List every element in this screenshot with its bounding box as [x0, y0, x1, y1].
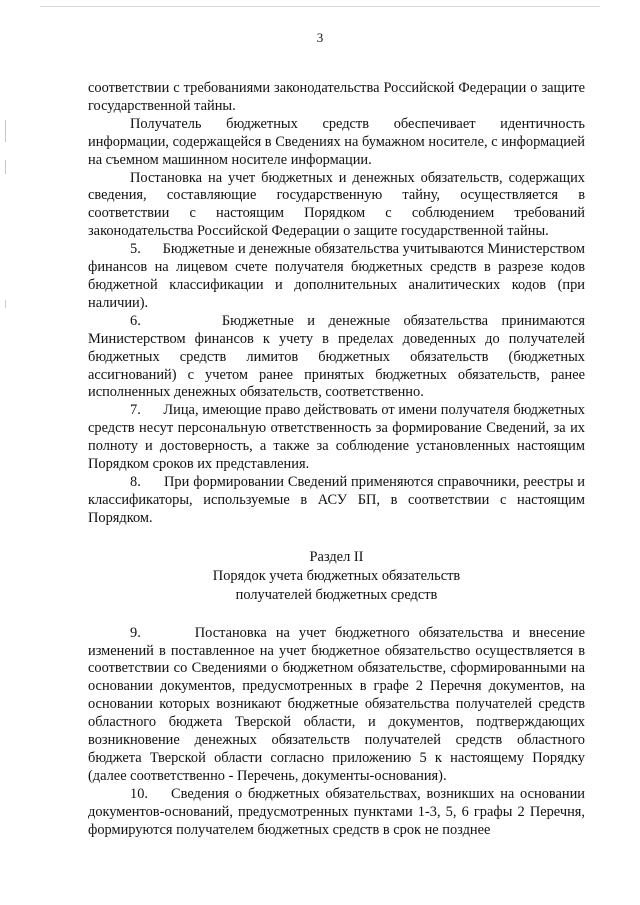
- paragraph-item-8: 8. При формировании Сведений применяются справочники, реестры и классификаторы, используемые в АСУ БП, в соответствии с настоящим Порядком.: [88, 473, 585, 526]
- section-heading: [88, 548, 585, 605]
- paragraph-item-5: 5. Бюджетные и денежные обязательства учитываются Министерством финансов на лицевом счете получателя бюджетных средств в разрезе кодов бюджетной классификации и дополнительных аналитических кодов (при наличии).: [88, 241, 585, 311]
- paragraph-item-10: 10. Сведения о бюджетных обязательствах, возникших на основании документов-оснований, предусмотренных пунктами 1-3, 5, 6 графы 2 Перечня, формируются получателем бюджетных средств в срок не позднее: [88, 785, 585, 838]
- document-body: [88, 80, 585, 840]
- paragraph-continuation: соответствии с требованиями законодательства Российской Федерации о защите государственной тайны.: [88, 80, 585, 114]
- paragraph-secret-info: Постановка на учет бюджетных и денежных обязательств, содержащих сведения, составляющие государственную тайну, осуществляется в соответствии с настоящим Порядком с соблюдением требований законодательства Российской Федерации о защите государственной тайны.: [88, 169, 585, 240]
- section-title-line2: получателей бюджетных средств: [235, 586, 438, 603]
- paragraph-identity: Получатель бюджетных средств обеспечивает идентичность информации, содержащейся в Сведениях на бумажном носителе, с информацией на съемном машинном носителе информации.: [88, 115, 585, 168]
- paragraph-item-7: 7. Лица, имеющие право действовать от имени получателя бюджетных средств несут персональную ответственность за формирование Сведений, за их полноту и достоверность, а также за соблюдение установленных настоящим Порядком сроков их представления.: [88, 402, 585, 473]
- scan-margin-mark: [5, 120, 6, 142]
- section-number: Раздел II: [309, 548, 364, 565]
- scan-margin-mark: [5, 300, 6, 308]
- paragraph-item-9: 9. Постановка на учет бюджетного обязательства и внесение изменений в поставленное на учет бюджетное обязательство осуществляется в соответствии со Сведениями о бюджетном обязательстве, сформированными на основании документов, предусмотренных в графе 2 Перечня документов, на основании которых возникают бюджетные обязательства получателей средств областного бюджета Тверской области, и документов, подтверждающих возникновение денежных обязательств получателей средств областного бюджета Тверской области согласно приложению 5 к настоящему Порядку (далее соответственно - Перечень, документы-основания).: [88, 624, 585, 784]
- section-title-line1: Порядок учета бюджетных обязательств: [212, 567, 461, 584]
- scan-margin-mark: [5, 160, 6, 174]
- page-number: 3: [316, 30, 324, 45]
- paragraph-item-6: 6. Бюджетные и денежные обязательства принимаются Министерством финансов к учету в пределах доведенных до получателей бюджетных средств лимитов бюджетных обязательств (бюджетных ассигнований) с учетом ранее принятых бюджетных обязательств, ранее исполненных денежных обязательств, соответственно.: [88, 312, 585, 401]
- scan-top-edge: [40, 6, 600, 7]
